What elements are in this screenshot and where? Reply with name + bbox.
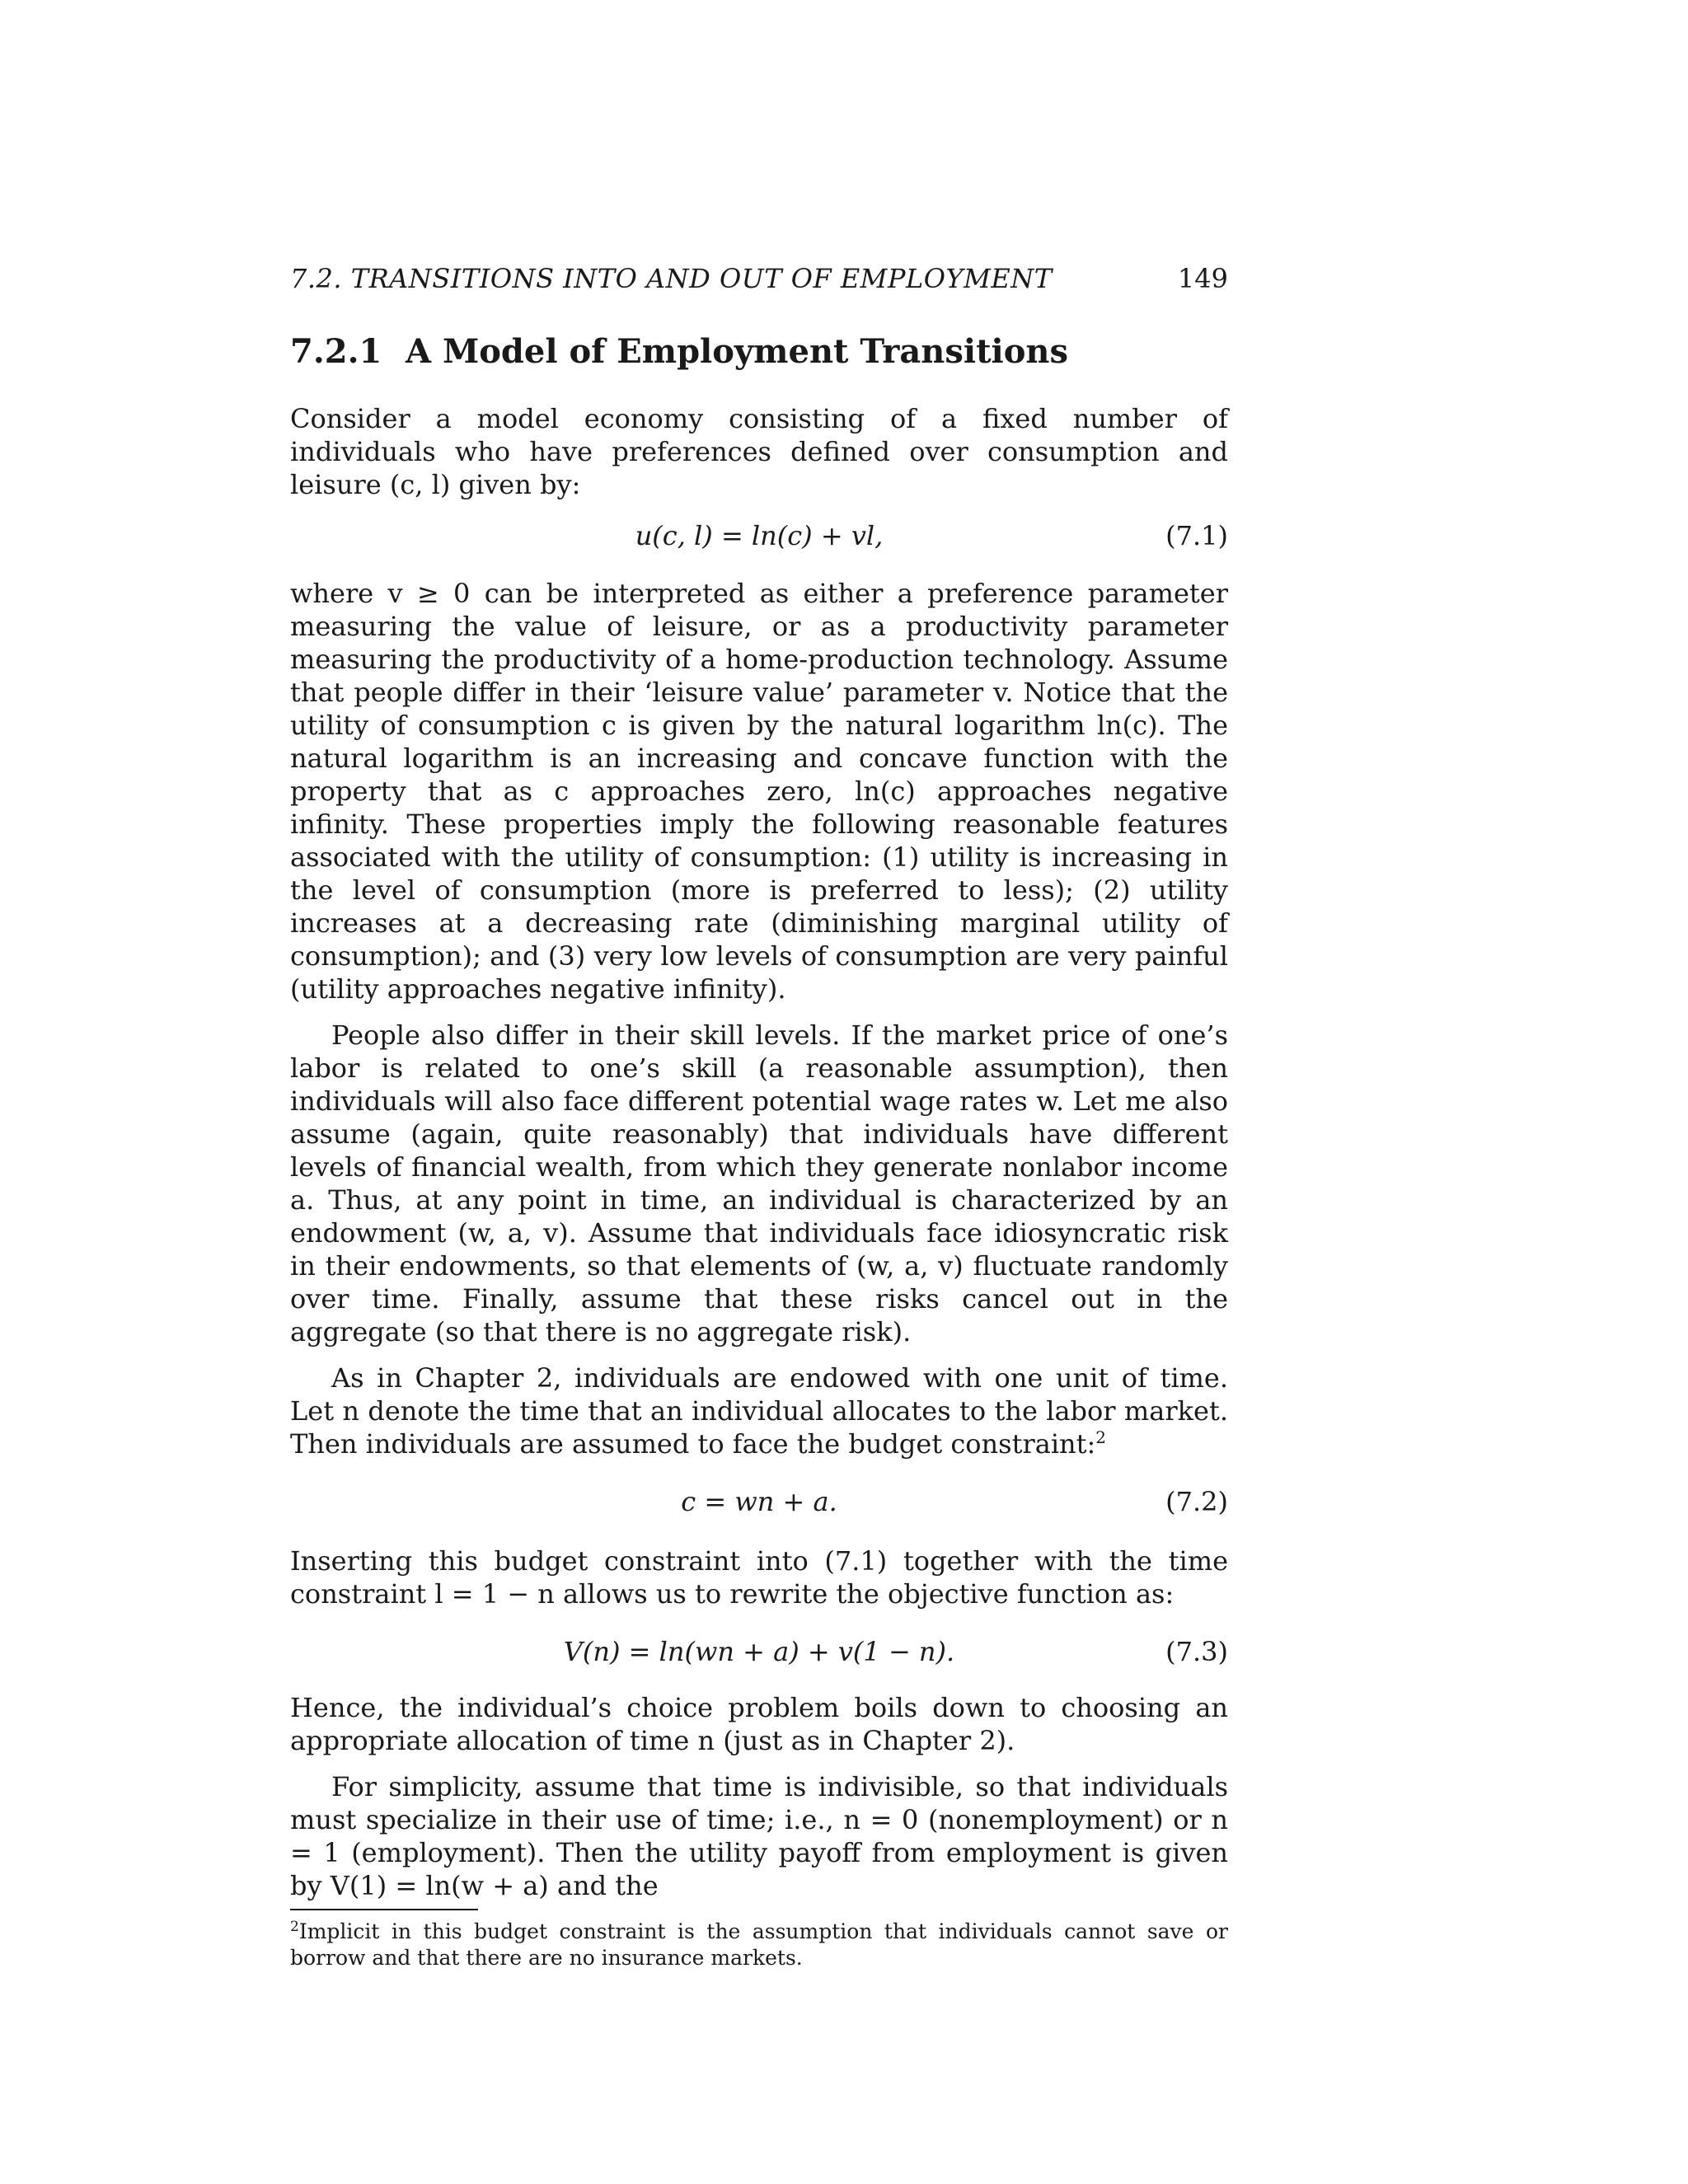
paragraph-indivisible-time: For simplicity, assume that time is indivisible, so that individuals must specialize in their use of time; i.e., n = 0 (nonemployment) or n = 1 (employment). Then the utility payoff from employment is given by V(1) = ln(w + a) and the (290, 1771, 1228, 1901)
footnote-reference[interactable]: 2 (1095, 1427, 1107, 1447)
section-number: 7.2.1 (290, 332, 382, 371)
equation-expression: u(c, l) = ln(c) + vl, (635, 520, 884, 551)
section-title: A Model of Employment Transitions (406, 332, 1069, 371)
equation-7-3 (290, 1635, 1228, 1668)
section-heading (290, 331, 1228, 373)
footnote-text: Implicit in this budget constraint is the assumption that individuals cannot save or borrow and that there are no insurance markets. (290, 1919, 1228, 1970)
paragraph-leisure-value: where v ≥ 0 can be interpreted as either a preference parameter measuring the value of leisure, or as a productivity parameter measuring the productivity of a home-production technology. Assume that people differ in their ‘leisure value’ parameter v. Notice that the utility of consumption c is given by the natural logarithm ln(c). The natural logarithm is an increasing and concave function with the property that as c approaches zero, ln(c) approaches negative infinity. These properties imply the following reasonable features associated with the utility of consumption: (1) utility is increasing in the level of consumption (more is preferred to less); (2) utility increases at a decreasing rate (diminishing marginal utility of consumption); and (3) very low levels of consumption are very painful (utility approaches negative infinity). (290, 578, 1228, 1005)
equation-expression: V(n) = ln(wn + a) + v(1 − n). (563, 1636, 955, 1667)
paragraph-intro: Consider a model economy consisting of a fixed number of individuals who have preferences defined over consumption and leisure (c, l) given by: (290, 403, 1228, 500)
equation-7-2 (290, 1485, 1228, 1518)
page (290, 262, 1228, 1971)
running-head (290, 262, 1228, 295)
paragraph-time-endowment (290, 1361, 1228, 1460)
equation-number: (7.3) (1165, 1636, 1228, 1667)
paragraph-choice-problem: Hence, the individual’s choice problem boils down to choosing an appropriate allocation of time n (just as in Chapter 2). (290, 1692, 1228, 1756)
running-title: 7.2. TRANSITIONS INTO AND OUT OF EMPLOYMENT (290, 263, 1053, 294)
equation-7-1 (290, 519, 1228, 552)
paragraph-skill-levels: People also differ in their skill levels. If the market price of one’s labor is related to one’s skill (a reasonable assumption), then individuals will also face different potential wage rates w. Let me also assume (again, quite reasonably) that individuals have different levels of financial wealth, from which they generate nonlabor income a. Thus, at any point in time, an individual is characterized by an endowment (w, a, v). Assume that individuals face idiosyncratic risk in their endowments, so that elements of (w, a, v) fluctuate randomly over time. Finally, assume that these risks cancel out in the aggregate (so that there is no aggregate risk). (290, 1019, 1228, 1347)
equation-number: (7.1) (1165, 520, 1228, 551)
page-number: 149 (1177, 263, 1228, 294)
equation-expression: c = wn + a. (681, 1486, 837, 1517)
paragraph-text: As in Chapter 2, individuals are endowed with one unit of time. Let n denote the time that an individual allocates to the labor market. Then individuals are assumed to face the budget constraint: (290, 1362, 1228, 1460)
footnote (290, 1919, 1228, 1971)
footnote-mark: 2 (290, 1919, 299, 1935)
footnote-divider (290, 1909, 478, 1910)
equation-number: (7.2) (1165, 1486, 1228, 1517)
paragraph-objective: Inserting this budget constraint into (7.1) together with the time constraint l = 1 − n allows us to rewrite the objective function as: (290, 1545, 1228, 1610)
